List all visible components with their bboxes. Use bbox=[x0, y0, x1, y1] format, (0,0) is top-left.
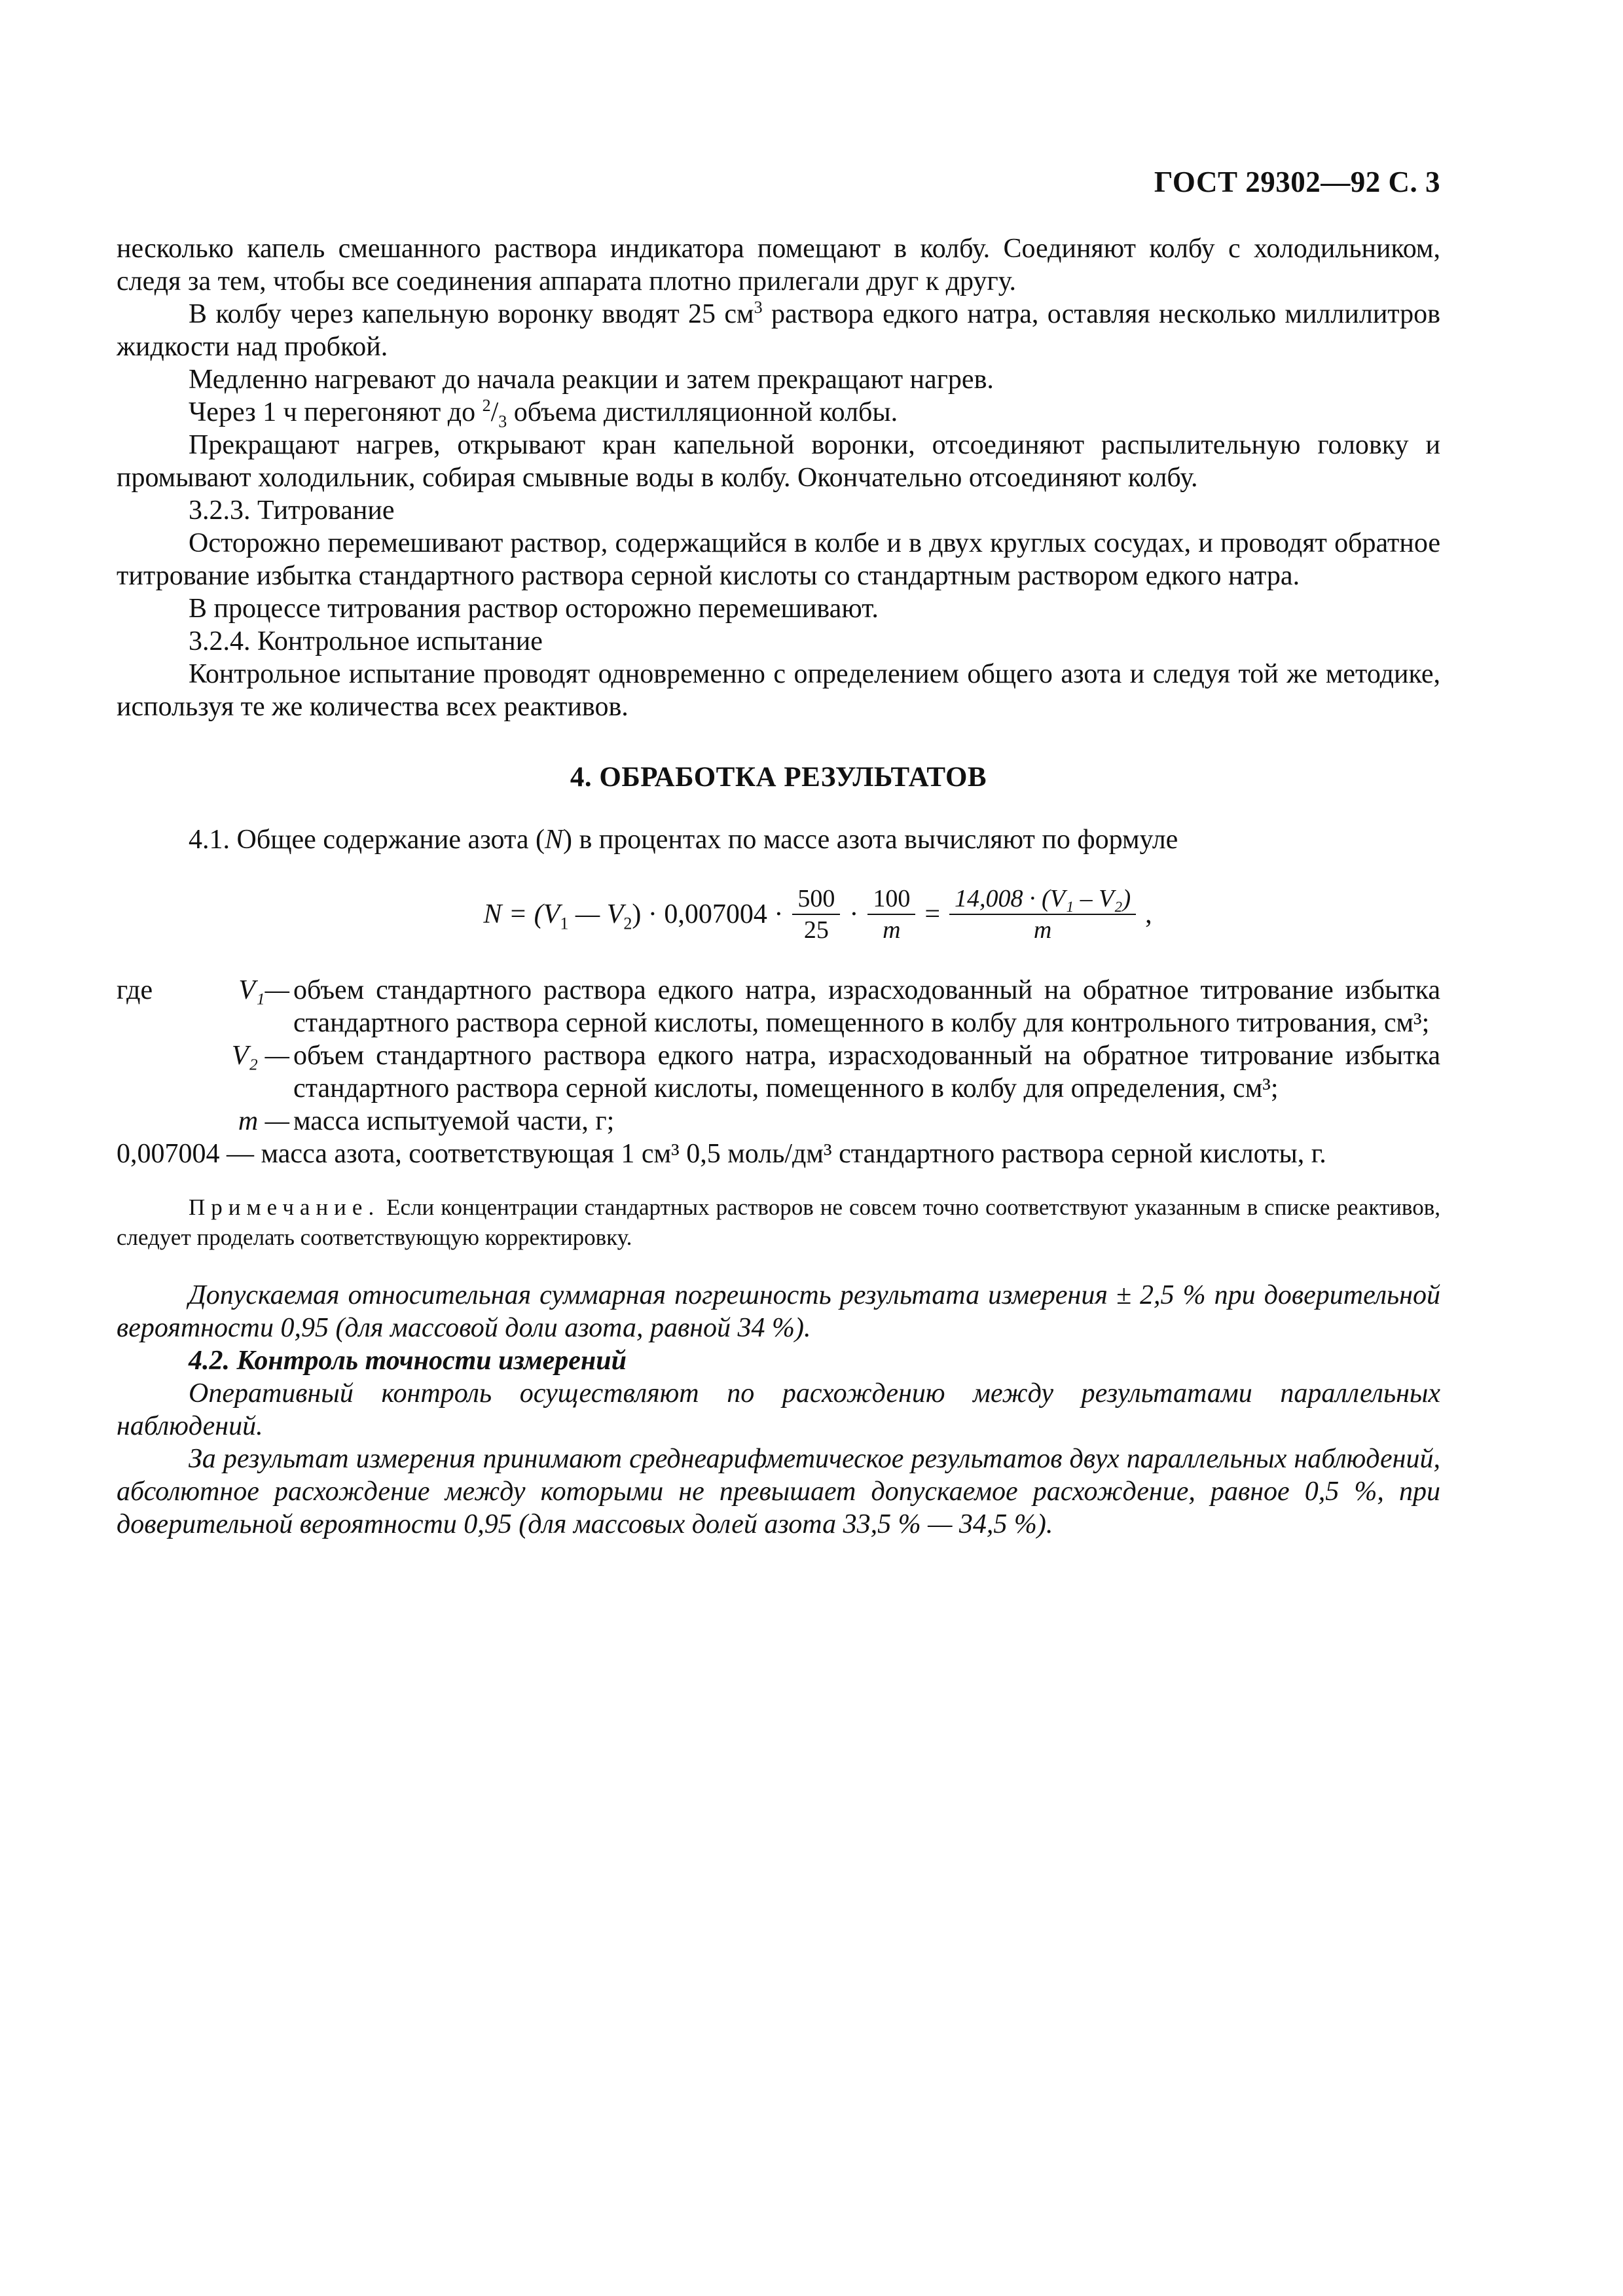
paragraph: Прекращают нагрев, открывают кран капельной воронки, отсоединяют распылительную головку и промывают холодильник, собирая смывные воды в колбу. Окончательно отсоединяют колбу. bbox=[117, 430, 1440, 493]
paragraph: В процессе титрования раствор осторожно перемешивают. bbox=[189, 594, 879, 624]
paragraph: Медленно нагревают до начала реакции и затем прекращают нагрев. bbox=[189, 365, 994, 395]
definition-m: масса испытуемой части, г; bbox=[293, 1106, 615, 1136]
subsection-heading: 3.2.3. Титрование bbox=[189, 495, 395, 526]
fraction: $\frac{\text{14,008 · (V₁ – V₂)}}{m}$ bbox=[949, 884, 1136, 945]
section-heading: 4. ОБРАБОТКА РЕЗУЛЬТАТОВ bbox=[570, 762, 987, 793]
definition-constant: 0,007004 — масса азота, соответствующая 1 см³ 0,5 моль/дм³ стандартного раствора серной кислоты, г. bbox=[117, 1139, 1326, 1169]
paragraph-italic: Оперативный контроль осуществляют по расхождению между результатами параллельных наблюдений. bbox=[117, 1378, 1440, 1441]
paragraph: В колбу через капельную воронку вводят 25 $см^3$ раствора едкого натра, оставляя несколько миллилитров жидкости над пробкой. bbox=[117, 298, 1440, 362]
subsection-heading: 3.2.4. Контрольное испытание bbox=[189, 626, 543, 656]
document-body bbox=[117, 232, 1440, 1541]
paragraph: Осторожно перемешивают раствор, содержащийся в колбе и в двух круглых сосудах, и проводят обратное титрование избытка стандартного раствора серной кислоты со стандартным раствором едкого натра. bbox=[117, 528, 1440, 591]
fraction: $\frac{500}{25}$ bbox=[792, 884, 840, 945]
paragraph: несколько капель смешанного раствора индикатора помещают в колбу. Соединяют колбу с холодильником, следя за тем, чтобы все соединения аппарата плотно прилегали друг к другу. bbox=[117, 234, 1440, 296]
fraction: $\frac{100}{m}$ bbox=[867, 884, 915, 945]
variable-definitions: где V₁— объем стандартного раствора едкого натра, израсходованный на обратное титрование избытка стандартного раствора серной кислоты, помещенного в колбу для контрольного титрования, см³; V₂ — объем стандартного раствора едкого натра, израсходованный на обратное титрование избытка стандартного раствора серной кислоты, помещенного в колбу для определения, см³; m — масса испытуемой части, г; bbox=[117, 975, 1440, 1136]
paragraph: Контрольное испытание проводят одновременно с определением общего азота и следуя той же методике, используя те же количества всех реактивов. bbox=[117, 659, 1440, 722]
paragraph: 4.1. Общее содержание азота (N) в процентах по массе азота вычисляют по формуле bbox=[189, 825, 1178, 855]
paragraph-italic: За результат измерения принимают среднеарифметическое результатов двух параллельных наблюдений, абсолютное расхождение между которыми не превышает допускаемое расхождение, равное 0,5 %, при доверительной вероятности 0,95 (для массовых долей азота 33,5 % — 34,5 %). bbox=[117, 1444, 1440, 1539]
definition-v2: объем стандартного раствора едкого натра, израсходованный на обратное титрование избытка стандартного раствора серной кислоты, помещенного в колбу для определения, см³; bbox=[293, 1041, 1440, 1103]
note: Примечание. Если концентрации стандартных растворов не совсем точно соответствуют указанным в списке реактивов, следует проделать соответствующую корректировку. bbox=[117, 1194, 1440, 1250]
paragraph-italic: Допускаемая относительная суммарная погрешность результата измерения ± 2,5 % при доверительной вероятности 0,95 (для массовой доли азота, равной 34 %). bbox=[117, 1280, 1440, 1343]
paragraph: Через 1 ч перегоняют до $^2/_3$ объема дистилляционной колбы. bbox=[189, 396, 898, 431]
subsection-heading: 4.2. Контроль точности измерений bbox=[189, 1346, 627, 1376]
page-header: ГОСТ 29302—92 С. 3 bbox=[1154, 166, 1440, 198]
definition-v1: объем стандартного раствора едкого натра, израсходованный на обратное титрование избытка стандартного раствора серной кислоты, помещенного в колбу для контрольного титрования, см³; bbox=[293, 975, 1440, 1038]
formula: $N = (V_1$ — $V_2) \cdot 0,007004$ · $\frac{500}{25}$ · $\frac{100}{m}$ = $\frac{\text{14,008 · (V₁ – V₂)}}{m}$ , bbox=[483, 885, 1152, 944]
